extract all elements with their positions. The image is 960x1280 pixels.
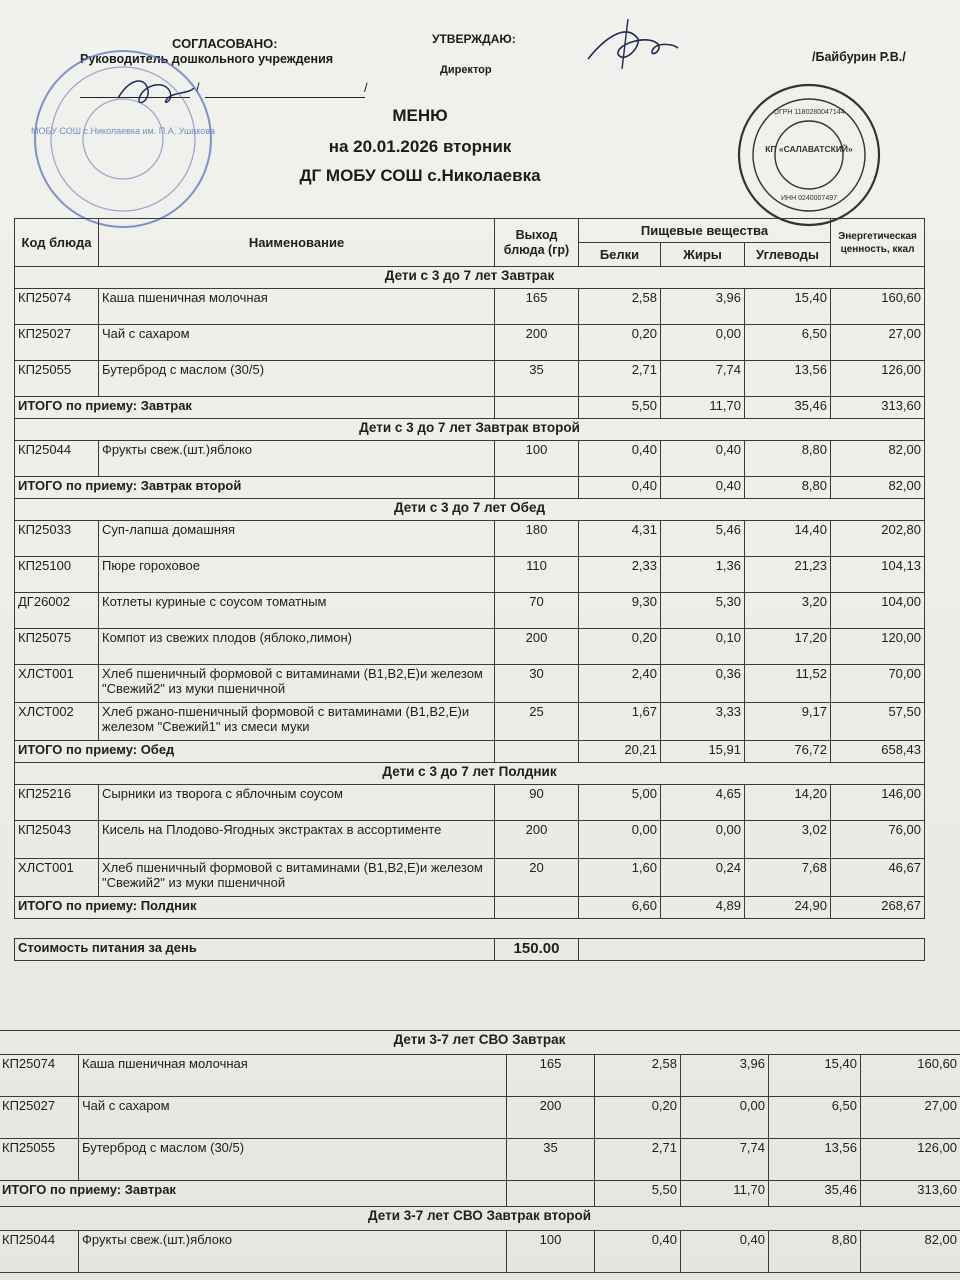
agreed-by: Руководитель дошкольного учреждения bbox=[80, 52, 334, 66]
dish-protein: 0,20 bbox=[595, 1097, 681, 1139]
dish-fat: 3,96 bbox=[681, 1055, 769, 1097]
dish-kcal: 70,00 bbox=[831, 665, 925, 703]
col-name: Наименование bbox=[99, 219, 495, 267]
dish-fat: 3,96 bbox=[661, 289, 745, 325]
dish-protein: 5,00 bbox=[579, 785, 661, 821]
dish-yield: 30 bbox=[495, 665, 579, 703]
dish-kcal: 76,00 bbox=[831, 821, 925, 859]
dish-kcal: 120,00 bbox=[831, 629, 925, 665]
dish-yield: 200 bbox=[495, 821, 579, 859]
total-carbs: 35,46 bbox=[745, 397, 831, 419]
total-row bbox=[15, 897, 925, 919]
school-stamp-text: МОБУ СОШ с.Николаевка им. П.А. Ушакова bbox=[31, 126, 215, 136]
col-code: Код блюда bbox=[15, 219, 99, 267]
col-energy: Энергетическая ценность, ккал bbox=[831, 219, 925, 267]
dish-row bbox=[15, 325, 925, 361]
total-carbs: 35,46 bbox=[769, 1181, 861, 1207]
dish-kcal: 126,00 bbox=[861, 1139, 960, 1181]
section-title: Дети с 3 до 7 лет Завтрак второй bbox=[15, 419, 925, 441]
total-kcal: 268,67 bbox=[831, 897, 925, 919]
director-label: Директор bbox=[440, 64, 492, 76]
dish-protein: 4,31 bbox=[579, 521, 661, 557]
dish-kcal: 202,80 bbox=[831, 521, 925, 557]
total-fat: 15,91 bbox=[661, 741, 745, 763]
dish-row bbox=[15, 703, 925, 741]
dish-row bbox=[0, 1231, 960, 1273]
dish-carbs: 11,52 bbox=[745, 665, 831, 703]
dish-name: Хлеб ржано-пшеничный формовой с витаминами (В1,В2,Е)и железом "Свежий1" из смеси муки bbox=[99, 703, 495, 741]
section-title: Дети с 3 до 7 лет Полдник bbox=[15, 763, 925, 785]
cost-label: Стоимость питания за день bbox=[15, 939, 495, 961]
company-stamp-center: КП «САЛАВАТСКИЙ» bbox=[765, 144, 853, 154]
dish-fat: 3,33 bbox=[661, 703, 745, 741]
dish-yield: 90 bbox=[495, 785, 579, 821]
dish-name: Компот из свежих плодов (яблоко,лимон) bbox=[99, 629, 495, 665]
total-fat: 4,89 bbox=[661, 897, 745, 919]
total-row bbox=[15, 741, 925, 763]
dish-code: КП25055 bbox=[0, 1139, 79, 1181]
total-empty bbox=[495, 477, 579, 499]
dish-name: Хлеб пшеничный формовой с витаминами (В1,В2,Е)и железом "Свежий2" из муки пшеничной bbox=[99, 665, 495, 703]
section-header bbox=[15, 763, 925, 785]
total-label: ИТОГО по приему: Завтрак bbox=[0, 1181, 507, 1207]
dish-yield: 100 bbox=[495, 441, 579, 477]
dish-protein: 2,40 bbox=[579, 665, 661, 703]
dish-code: КП25074 bbox=[15, 289, 99, 325]
total-carbs: 24,90 bbox=[745, 897, 831, 919]
dish-name: Фрукты свеж.(шт.)яблоко bbox=[79, 1231, 507, 1273]
agreed-slash: / bbox=[196, 80, 200, 95]
svo-menu-body bbox=[0, 1031, 960, 1273]
dish-yield: 200 bbox=[495, 325, 579, 361]
dish-fat: 0,10 bbox=[661, 629, 745, 665]
dish-carbs: 13,56 bbox=[745, 361, 831, 397]
total-row bbox=[15, 397, 925, 419]
dish-code: ХЛСТ001 bbox=[15, 859, 99, 897]
dish-yield: 35 bbox=[507, 1139, 595, 1181]
total-label: ИТОГО по приему: Полдник bbox=[15, 897, 495, 919]
dish-row bbox=[15, 521, 925, 557]
dish-kcal: 82,00 bbox=[861, 1231, 960, 1273]
dish-carbs: 3,20 bbox=[745, 593, 831, 629]
dish-yield: 180 bbox=[495, 521, 579, 557]
dish-row bbox=[15, 665, 925, 703]
dish-name: Каша пшеничная молочная bbox=[79, 1055, 507, 1097]
cost-value: 150.00 bbox=[495, 939, 579, 961]
dish-code: ДГ26002 bbox=[15, 593, 99, 629]
section-header bbox=[0, 1031, 960, 1055]
dish-row bbox=[15, 289, 925, 325]
dish-row bbox=[0, 1055, 960, 1097]
dish-fat: 0,40 bbox=[661, 441, 745, 477]
agreed-label: СОГЛАСОВАНО: bbox=[172, 36, 278, 51]
total-fat: 11,70 bbox=[661, 397, 745, 419]
dish-kcal: 46,67 bbox=[831, 859, 925, 897]
total-row bbox=[0, 1181, 960, 1207]
dish-fat: 0,00 bbox=[661, 325, 745, 361]
total-row bbox=[15, 477, 925, 499]
total-empty bbox=[495, 741, 579, 763]
dish-row bbox=[15, 441, 925, 477]
total-kcal: 313,60 bbox=[831, 397, 925, 419]
dish-name: Каша пшеничная молочная bbox=[99, 289, 495, 325]
signature-line-right bbox=[205, 97, 365, 98]
director-signature bbox=[578, 14, 688, 74]
dish-fat: 4,65 bbox=[661, 785, 745, 821]
dish-fat: 0,00 bbox=[661, 821, 745, 859]
dish-code: ХЛСТ001 bbox=[15, 665, 99, 703]
total-label: ИТОГО по приему: Обед bbox=[15, 741, 495, 763]
dish-carbs: 6,50 bbox=[745, 325, 831, 361]
dish-yield: 70 bbox=[495, 593, 579, 629]
total-protein: 0,40 bbox=[579, 477, 661, 499]
dish-kcal: 104,00 bbox=[831, 593, 925, 629]
dish-yield: 35 bbox=[495, 361, 579, 397]
total-protein: 20,21 bbox=[579, 741, 661, 763]
dish-yield: 165 bbox=[495, 289, 579, 325]
dish-row bbox=[0, 1097, 960, 1139]
dish-fat: 7,74 bbox=[661, 361, 745, 397]
dish-yield: 110 bbox=[495, 557, 579, 593]
dish-code: КП25055 bbox=[15, 361, 99, 397]
dish-fat: 7,74 bbox=[681, 1139, 769, 1181]
cost-empty bbox=[579, 939, 925, 961]
dish-kcal: 160,60 bbox=[831, 289, 925, 325]
dish-protein: 0,40 bbox=[595, 1231, 681, 1273]
dish-carbs: 8,80 bbox=[745, 441, 831, 477]
dish-carbs: 21,23 bbox=[745, 557, 831, 593]
dish-fat: 0,40 bbox=[681, 1231, 769, 1273]
dish-yield: 20 bbox=[495, 859, 579, 897]
dish-kcal: 57,50 bbox=[831, 703, 925, 741]
dish-protein: 2,33 bbox=[579, 557, 661, 593]
dish-carbs: 14,20 bbox=[745, 785, 831, 821]
dish-row bbox=[15, 859, 925, 897]
total-empty bbox=[507, 1181, 595, 1207]
total-protein: 6,60 bbox=[579, 897, 661, 919]
dish-yield: 200 bbox=[507, 1097, 595, 1139]
total-label: ИТОГО по приему: Завтрак второй bbox=[15, 477, 495, 499]
spacer-cell bbox=[15, 919, 925, 939]
dish-code: КП25027 bbox=[0, 1097, 79, 1139]
dish-protein: 2,58 bbox=[579, 289, 661, 325]
svo-menu-table bbox=[0, 1030, 960, 1273]
section-title: Дети 3-7 лет СВО Завтрак второй bbox=[0, 1207, 960, 1231]
dish-row bbox=[15, 593, 925, 629]
col-fat: Жиры bbox=[661, 243, 745, 267]
dish-protein: 2,71 bbox=[579, 361, 661, 397]
dish-kcal: 146,00 bbox=[831, 785, 925, 821]
dish-code: КП25075 bbox=[15, 629, 99, 665]
dish-carbs: 17,20 bbox=[745, 629, 831, 665]
total-fat: 0,40 bbox=[661, 477, 745, 499]
section-header bbox=[15, 499, 925, 521]
total-empty bbox=[495, 897, 579, 919]
total-protein: 5,50 bbox=[579, 397, 661, 419]
dish-protein: 1,67 bbox=[579, 703, 661, 741]
dish-row bbox=[15, 361, 925, 397]
agreed-slash-end: / bbox=[364, 80, 368, 95]
total-kcal: 313,60 bbox=[861, 1181, 960, 1207]
total-empty bbox=[495, 397, 579, 419]
dish-kcal: 82,00 bbox=[831, 441, 925, 477]
total-protein: 5,50 bbox=[595, 1181, 681, 1207]
cost-row bbox=[15, 939, 925, 961]
dish-carbs: 14,40 bbox=[745, 521, 831, 557]
section-title: Дети с 3 до 7 лет Завтрак bbox=[15, 267, 925, 289]
dish-carbs: 3,02 bbox=[745, 821, 831, 859]
total-kcal: 658,43 bbox=[831, 741, 925, 763]
dish-name: Кисель на Плодово-Ягодных экстрактах в ассортименте bbox=[99, 821, 495, 859]
dish-carbs: 9,17 bbox=[745, 703, 831, 741]
menu-body bbox=[15, 267, 925, 961]
dish-protein: 2,71 bbox=[595, 1139, 681, 1181]
dish-code: ХЛСТ002 bbox=[15, 703, 99, 741]
section-header bbox=[0, 1207, 960, 1231]
spacer-row bbox=[15, 919, 925, 939]
total-kcal: 82,00 bbox=[831, 477, 925, 499]
col-carbs: Углеводы bbox=[745, 243, 831, 267]
dish-name: Бутерброд с маслом (30/5) bbox=[79, 1139, 507, 1181]
col-protein: Белки bbox=[579, 243, 661, 267]
organization-name: ДГ МОБУ СОШ с.Николаевка bbox=[299, 166, 541, 185]
dish-protein: 0,40 bbox=[579, 441, 661, 477]
section-header bbox=[15, 267, 925, 289]
dish-name: Бутерброд с маслом (30/5) bbox=[99, 361, 495, 397]
dish-row bbox=[15, 629, 925, 665]
col-yield: Выход блюда (гр) bbox=[495, 219, 579, 267]
dish-protein: 0,20 bbox=[579, 325, 661, 361]
dish-code: КП25044 bbox=[0, 1231, 79, 1273]
dish-carbs: 6,50 bbox=[769, 1097, 861, 1139]
dish-code: КП25100 bbox=[15, 557, 99, 593]
dish-protein: 2,58 bbox=[595, 1055, 681, 1097]
approve-label: УТВЕРЖДАЮ: bbox=[432, 32, 516, 46]
dish-carbs: 15,40 bbox=[745, 289, 831, 325]
company-stamp-inn: ИНН 0240007497 bbox=[780, 195, 838, 202]
dish-name: Суп-лапша домашняя bbox=[99, 521, 495, 557]
dish-kcal: 27,00 bbox=[861, 1097, 960, 1139]
total-carbs: 8,80 bbox=[745, 477, 831, 499]
dish-name: Котлеты куриные с соусом томатным bbox=[99, 593, 495, 629]
col-nutrients: Пищевые вещества bbox=[579, 219, 831, 243]
section-header bbox=[15, 419, 925, 441]
dish-protein: 1,60 bbox=[579, 859, 661, 897]
dish-kcal: 160,60 bbox=[861, 1055, 960, 1097]
menu-date: на 20.01.2026 вторник bbox=[328, 137, 512, 156]
section-title: Дети 3-7 лет СВО Завтрак bbox=[0, 1031, 960, 1055]
dish-yield: 25 bbox=[495, 703, 579, 741]
dish-code: КП25074 bbox=[0, 1055, 79, 1097]
dish-fat: 5,30 bbox=[661, 593, 745, 629]
dish-fat: 0,24 bbox=[661, 859, 745, 897]
dish-carbs: 8,80 bbox=[769, 1231, 861, 1273]
dish-code: КП25216 bbox=[15, 785, 99, 821]
dish-kcal: 27,00 bbox=[831, 325, 925, 361]
section-title: Дети с 3 до 7 лет Обед bbox=[15, 499, 925, 521]
dish-kcal: 104,13 bbox=[831, 557, 925, 593]
dish-row bbox=[15, 821, 925, 859]
dish-fat: 5,46 bbox=[661, 521, 745, 557]
page-title: МЕНЮ bbox=[392, 106, 448, 125]
dish-protein: 0,00 bbox=[579, 821, 661, 859]
dish-protein: 9,30 bbox=[579, 593, 661, 629]
dish-code: КП25033 bbox=[15, 521, 99, 557]
dish-carbs: 13,56 bbox=[769, 1139, 861, 1181]
dish-yield: 100 bbox=[507, 1231, 595, 1273]
dish-row bbox=[15, 785, 925, 821]
dish-name: Фрукты свеж.(шт.)яблоко bbox=[99, 441, 495, 477]
total-label: ИТОГО по приему: Завтрак bbox=[15, 397, 495, 419]
dish-yield: 200 bbox=[495, 629, 579, 665]
dish-fat: 0,36 bbox=[661, 665, 745, 703]
dish-code: КП25043 bbox=[15, 821, 99, 859]
total-fat: 11,70 bbox=[681, 1181, 769, 1207]
dish-name: Чай с сахаром bbox=[79, 1097, 507, 1139]
company-stamp-ogrn: ОГРН 1180280047144 bbox=[773, 109, 845, 116]
dish-fat: 1,36 bbox=[661, 557, 745, 593]
dish-yield: 165 bbox=[507, 1055, 595, 1097]
dish-row bbox=[0, 1139, 960, 1181]
menu-table bbox=[14, 218, 925, 961]
dish-kcal: 126,00 bbox=[831, 361, 925, 397]
total-carbs: 76,72 bbox=[745, 741, 831, 763]
dish-row bbox=[15, 557, 925, 593]
dish-name: Сырники из творога с яблочным соусом bbox=[99, 785, 495, 821]
dish-carbs: 15,40 bbox=[769, 1055, 861, 1097]
dish-name: Пюре гороховое bbox=[99, 557, 495, 593]
dish-code: КП25027 bbox=[15, 325, 99, 361]
dish-code: КП25044 bbox=[15, 441, 99, 477]
dish-carbs: 7,68 bbox=[745, 859, 831, 897]
dish-name: Хлеб пшеничный формовой с витаминами (В1,В2,Е)и железом "Свежий2" из муки пшеничной bbox=[99, 859, 495, 897]
director-name: /Байбурин Р.В./ bbox=[812, 50, 906, 64]
dish-protein: 0,20 bbox=[579, 629, 661, 665]
dish-fat: 0,00 bbox=[681, 1097, 769, 1139]
dish-name: Чай с сахаром bbox=[99, 325, 495, 361]
